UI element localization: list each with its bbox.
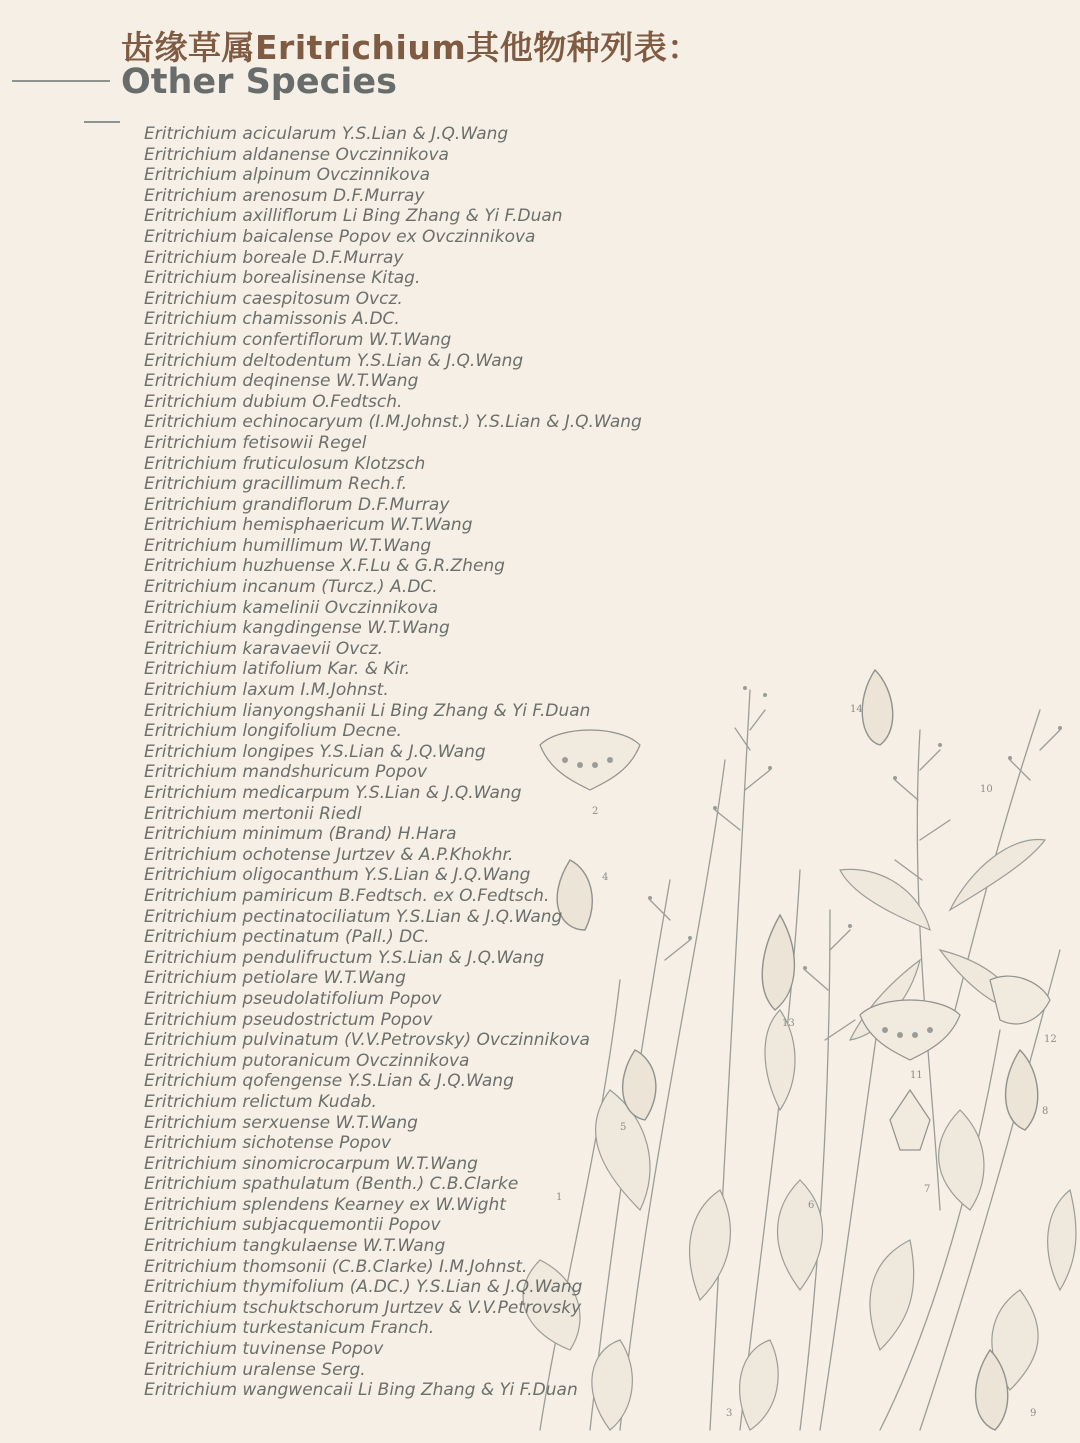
species-list-item: Eritrichium fetisowii Regel: [144, 432, 367, 453]
species-list-item: Eritrichium echinocaryum (I.M.Johnst.) Y.S.Lian & J.Q.Wang: [144, 412, 642, 433]
species-list-item: Eritrichium confertiflorum W.T.Wang: [144, 329, 452, 350]
species-list-item: Eritrichium uralense Serg.: [144, 1359, 366, 1380]
species-list-item: Eritrichium pendulifructum Y.S.Lian & J.Q.Wang: [144, 947, 545, 968]
species-list-item: Eritrichium relictum Kudab.: [144, 1091, 377, 1112]
figure-number-label: 1: [556, 1192, 563, 1203]
species-list-item: Eritrichium thomsonii (C.B.Clarke) I.M.Johnst.: [144, 1256, 528, 1277]
species-list-item: Eritrichium petiolare W.T.Wang: [144, 968, 406, 989]
species-list-item: Eritrichium sichotense Popov: [144, 1133, 392, 1154]
figure-number-label: 9: [1030, 1408, 1037, 1419]
species-list-item: Eritrichium splendens Kearney ex W.Wight: [144, 1194, 506, 1215]
species-list-item: Eritrichium pamiricum B.Fedtsch. ex O.Fedtsch.: [144, 885, 550, 906]
figure-number-label: 12: [1044, 1034, 1057, 1045]
species-list-item: Eritrichium medicarpum Y.S.Lian & J.Q.Wang: [144, 783, 522, 803]
species-list-item: Eritrichium longifolium Decne.: [144, 721, 402, 742]
species-list-item: Eritrichium pectinatociliatum Y.S.Lian & J.Q.Wang: [144, 906, 563, 927]
species-list-item: Eritrichium kamelinii Ovczinnikova: [144, 597, 439, 618]
species-list-item: Eritrichium dubium O.Fedtsch.: [144, 391, 403, 412]
figure-number-label: 6: [808, 1200, 815, 1211]
species-list-item: Eritrichium thymifolium (A.DC.) Y.S.Lian & J.Q.Wang: [144, 1277, 583, 1298]
species-list-item: Eritrichium deqinense W.T.Wang: [144, 371, 419, 392]
species-list-item: Eritrichium latifolium Kar. & Kir.: [144, 659, 411, 680]
species-list-item: Eritrichium lianyongshanii Li Bing Zhang & Yi F.Duan: [144, 700, 591, 721]
species-list-item: Eritrichium laxum I.M.Johnst.: [144, 680, 389, 701]
species-list-item: Eritrichium tuvinense Popov: [144, 1339, 384, 1360]
species-list-item: Eritrichium oligocanthum Y.S.Lian & J.Q.Wang: [144, 865, 531, 886]
species-list-item: Eritrichium serxuense W.T.Wang: [144, 1112, 418, 1133]
species-list-item: Eritrichium mandshuricum Popov: [144, 762, 428, 783]
figure-number-label: 13: [782, 1018, 795, 1029]
species-list-item: Eritrichium chamissonis A.DC.: [144, 309, 400, 330]
species-list-item: Eritrichium baicalense Popov ex Ovczinnikova: [144, 226, 536, 247]
figure-number-label: 4: [602, 872, 609, 883]
species-list-item: Eritrichium humillimum W.T.Wang: [144, 535, 432, 556]
figure-number-label: 11: [910, 1070, 923, 1081]
species-list-item: Eritrichium alpinum Ovczinnikova: [144, 165, 431, 186]
species-list-item: Eritrichium subjacquemontii Popov: [144, 1215, 441, 1236]
species-list-item: Eritrichium wangwencaii Li Bing Zhang & Yi F.Duan: [144, 1380, 578, 1401]
figure-number-label: 10: [980, 784, 993, 795]
species-list-item: Eritrichium tschuktschorum Jurtzev & V.V.Petrovsky: [144, 1297, 582, 1318]
species-list-item: Eritrichium minimum (Brand) H.Hara: [144, 824, 457, 845]
species-list-item: Eritrichium deltodentum Y.S.Lian & J.Q.Wang: [144, 350, 524, 371]
species-list-item: Eritrichium mertonii Riedl: [144, 803, 362, 824]
species-list-item: Eritrichium ochotense Jurtzev & A.P.Khokhr.: [144, 844, 514, 865]
figure-number-label: 2: [592, 806, 599, 817]
species-list-item: Eritrichium hemisphaericum W.T.Wang: [144, 515, 473, 536]
species-list-item: Eritrichium pseudolatifolium Popov: [144, 988, 442, 1009]
species-list-item: Eritrichium sinomicrocarpum W.T.Wang: [144, 1153, 478, 1174]
species-list-item: Eritrichium borealisinense Kitag.: [144, 268, 421, 289]
species-list-item: Eritrichium pseudostrictum Popov: [144, 1009, 433, 1030]
species-list-item: Eritrichium incanum (Turcz.) A.DC.: [144, 577, 438, 598]
species-list-item: Eritrichium turkestanicum Franch.: [144, 1318, 435, 1339]
decorative-rule-short: [84, 121, 120, 123]
species-list-item: Eritrichium kangdingense W.T.Wang: [144, 618, 450, 639]
species-list-item: Eritrichium arenosum D.F.Murray: [144, 185, 425, 206]
figure-number-label: 3: [726, 1408, 733, 1419]
species-list-item: Eritrichium putoranicum Ovczinnikova: [144, 1050, 470, 1071]
page-title-english: Other Species: [121, 62, 397, 102]
page-title-chinese: 齿缘草属Eritrichium其他物种列表：: [121, 28, 701, 67]
species-list-item: Eritrichium acicularum Y.S.Lian & J.Q.Wang: [144, 124, 509, 144]
species-list-item: Eritrichium tangkulaense W.T.Wang: [144, 1236, 446, 1257]
species-list-item: Eritrichium pulvinatum (V.V.Petrovsky) Ovczinnikova: [144, 1030, 590, 1051]
species-list-item: Eritrichium spathulatum (Benth.) C.B.Clarke: [144, 1174, 519, 1195]
species-list-item: Eritrichium huzhuense X.F.Lu & G.R.Zheng: [144, 556, 505, 577]
species-list-item: Eritrichium fruticulosum Klotzsch: [144, 453, 426, 474]
species-list-item: Eritrichium gracillimum Rech.f.: [144, 474, 408, 495]
species-list-item: Eritrichium qofengense Y.S.Lian & J.Q.Wang: [144, 1071, 514, 1092]
figure-number-label: 8: [1042, 1106, 1049, 1117]
figure-number-label: 5: [620, 1122, 627, 1133]
species-list-item: Eritrichium axilliflorum Li Bing Zhang & Yi F.Duan: [144, 206, 563, 227]
figure-number-label: 14: [850, 704, 863, 715]
species-list-item: Eritrichium caespitosum Ovcz.: [144, 288, 403, 309]
species-list-item: Eritrichium aldanense Ovczinnikova: [144, 144, 449, 165]
species-list-item: Eritrichium grandiflorum D.F.Murray: [144, 494, 450, 515]
species-list-item: Eritrichium pectinatum (Pall.) DC.: [144, 927, 430, 948]
species-list-item: Eritrichium karavaevii Ovcz.: [144, 638, 384, 659]
species-list: [144, 124, 642, 1401]
decorative-rule-long: [12, 80, 110, 82]
species-list-item: Eritrichium boreale D.F.Murray: [144, 247, 404, 268]
species-list-item: Eritrichium longipes Y.S.Lian & J.Q.Wang: [144, 741, 486, 762]
figure-number-label: 7: [924, 1184, 931, 1195]
